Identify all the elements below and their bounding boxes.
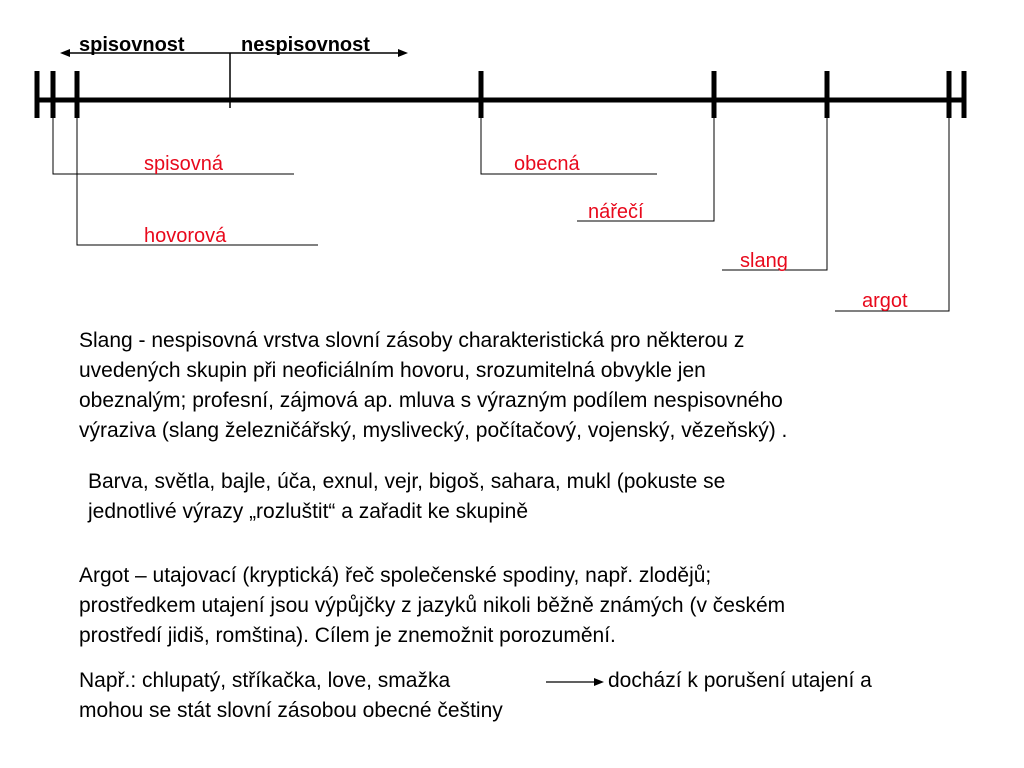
arrow-head-left	[60, 49, 70, 57]
slang-definition: Slang - nespisovná vrstva slovní zásoby charakteristická pro některou z uvedených skupin při neoficiálním hovoru, srozumitelná obvykle jen obeznalým; profesní, zájmová ap. mluva s výrazným podílem nespisovného výraziva (slang železničářský, myslivecký, počítačový, vojenský, vězeňský) .	[79, 329, 788, 442]
label-argot: argot	[862, 290, 908, 312]
label-nareci: nářečí	[588, 201, 644, 223]
language-layers-diagram	[0, 0, 1024, 330]
arrow-head-right	[398, 49, 408, 57]
label-slang: slang	[740, 250, 788, 272]
argot-examples-left: Např.: chlupatý, stříkačka, love, smažka	[79, 669, 451, 692]
connector-slang	[722, 100, 827, 270]
slang-examples: Barva, světla, bajle, úča, exnul, vejr, bigoš, sahara, mukl (pokuste se jednotlivé výrazy „rozluštit“ a zařadit ke skupině	[88, 470, 726, 523]
connector-argot	[835, 100, 949, 311]
label-spisovna: spisovná	[144, 153, 223, 175]
label-obecna: obecná	[514, 153, 580, 175]
argot-definition: Argot – utajovací (kryptická) řeč společenské spodiny, např. zlodějů; prostředkem utajení jsou výpůjčky z jazyků nikoli běžně známých (v českém prostředí jidiš, romština). Cílem je znemožnit porozumění.	[79, 564, 786, 647]
argot-examples-right: dochází k porušení utajení a	[608, 669, 872, 692]
header-nespisovnost: nespisovnost	[241, 34, 370, 56]
arrow-icon	[546, 676, 606, 688]
argot-examples-line2: mohou se stát slovní zásobou obecné češtiny	[79, 699, 503, 722]
label-hovorova: hovorová	[144, 225, 227, 247]
header-spisovnost: spisovnost	[79, 34, 185, 56]
